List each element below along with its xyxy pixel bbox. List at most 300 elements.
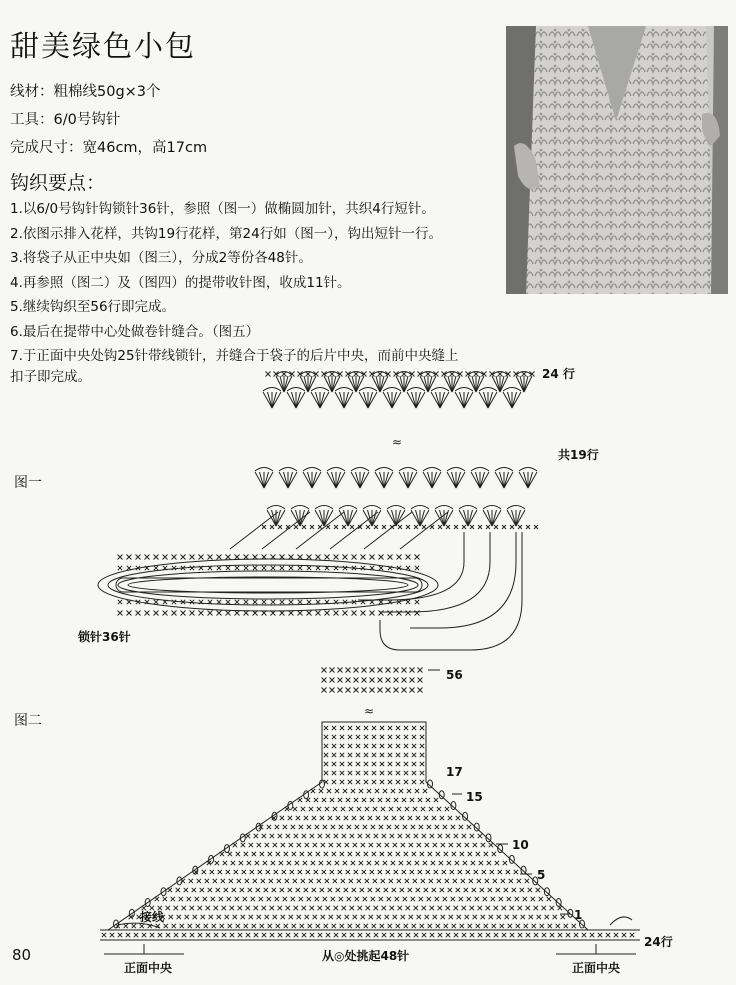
sc-stitch <box>163 555 168 560</box>
dc-stitch <box>528 472 533 488</box>
sc-stitch <box>510 525 514 529</box>
sc-stitch <box>378 798 382 802</box>
sc-stitch <box>534 933 538 937</box>
sc-stitch <box>342 525 346 529</box>
sc-stitch <box>366 525 370 529</box>
dc-stitch <box>332 376 340 392</box>
sc-stitch <box>379 555 384 560</box>
sc-stitch <box>413 807 417 811</box>
sc-stitch <box>434 798 438 802</box>
figure-1-chart <box>98 372 538 651</box>
sc-stitch <box>468 852 472 856</box>
dc-stitch <box>268 392 273 408</box>
fig2-front-center-right: 正面中央 <box>572 961 621 975</box>
sc-stitch <box>372 735 376 739</box>
sc-stitch <box>489 843 493 847</box>
dc-stitch <box>328 376 332 392</box>
sc-stitch <box>441 843 445 847</box>
dc-stitch <box>524 376 528 392</box>
sc-stitch <box>493 879 497 883</box>
key-points-heading: 钩织要点： <box>10 172 106 194</box>
sc-stitch <box>430 933 434 937</box>
sc-stitch <box>325 611 330 616</box>
sc-stitch <box>423 789 427 793</box>
sc-stitch <box>498 870 502 874</box>
sc-stitch <box>383 789 387 793</box>
sc-stitch <box>242 870 246 874</box>
sc-stitch <box>433 915 437 919</box>
sc-stitch <box>298 611 303 616</box>
sc-stitch <box>226 566 230 570</box>
sc-stitch <box>371 897 375 901</box>
sc-stitch <box>363 825 367 829</box>
sc-stitch <box>348 771 352 775</box>
sc-stitch <box>205 879 209 883</box>
sc-stitch <box>280 888 284 892</box>
dc-stitch <box>383 392 392 408</box>
sc-stitch <box>467 825 471 829</box>
sc-stitch <box>406 555 411 560</box>
sc-stitch <box>545 915 549 919</box>
sc-stitch <box>220 852 224 856</box>
sc-stitch <box>420 726 424 730</box>
sc-stitch <box>270 906 274 910</box>
sc-stitch <box>355 825 359 829</box>
dc-stitch <box>348 376 356 392</box>
sc-stitch <box>526 525 530 529</box>
sc-stitch <box>342 834 346 838</box>
materials-size: 完成尺寸：宽46cm，高17cm <box>10 140 208 156</box>
sc-stitch <box>368 888 372 892</box>
fig1-chain-label: 锁针36针 <box>78 630 131 644</box>
sc-stitch <box>396 726 400 730</box>
sc-stitch <box>174 933 178 937</box>
sc-stitch <box>200 888 204 892</box>
dc-stitch <box>392 392 401 408</box>
step-7-cont: 扣子即完成。 <box>10 368 91 385</box>
sc-stitch <box>506 870 510 874</box>
dc-stitch <box>368 392 373 408</box>
sc-stitch <box>316 555 321 560</box>
sc-stitch <box>324 744 328 748</box>
sc-stitch <box>195 897 199 901</box>
sc-stitch <box>198 906 202 910</box>
sc-stitch <box>322 688 327 693</box>
dc-stitch <box>372 510 377 526</box>
sc-stitch <box>249 915 253 919</box>
sc-stitch <box>217 555 222 560</box>
sc-stitch <box>346 688 351 693</box>
sc-stitch <box>220 924 224 928</box>
sc-stitch <box>414 906 418 910</box>
sc-stitch <box>372 924 376 928</box>
sc-stitch <box>458 870 462 874</box>
sc-stitch <box>235 611 240 616</box>
sc-stitch <box>388 611 393 616</box>
sc-stitch <box>297 843 301 847</box>
fan-top <box>407 388 425 392</box>
sc-stitch <box>407 861 411 865</box>
sc-stitch <box>404 771 408 775</box>
dc-stitch <box>440 392 449 408</box>
sc-stitch <box>174 906 178 910</box>
dc-stitch <box>360 472 369 488</box>
sc-stitch <box>423 861 427 865</box>
materials-yarn: 线材：粗棉线50g×3个 <box>10 84 161 100</box>
sc-stitch <box>318 933 322 937</box>
dc-stitch <box>492 510 497 526</box>
sc-stitch <box>476 924 480 928</box>
sc-stitch <box>321 915 325 919</box>
sc-stitch <box>154 600 158 604</box>
sc-stitch <box>512 888 516 892</box>
sc-stitch <box>118 611 123 616</box>
sc-stitch <box>420 762 424 766</box>
sc-stitch <box>234 870 238 874</box>
sc-stitch <box>400 888 404 892</box>
sc-stitch <box>317 807 321 811</box>
sc-stitch <box>316 852 320 856</box>
dc-stitch <box>260 472 265 488</box>
sc-stitch <box>154 611 159 616</box>
sc-stitch <box>372 762 376 766</box>
dc-stitch <box>287 392 296 408</box>
sc-stitch <box>484 852 488 856</box>
sc-stitch <box>428 852 432 856</box>
sc-stitch <box>364 726 368 730</box>
sc-stitch <box>456 888 460 892</box>
sc-stitch <box>574 933 578 937</box>
sc-stitch <box>550 933 554 937</box>
sc-stitch <box>542 933 546 937</box>
sc-stitch <box>211 897 215 901</box>
sc-stitch <box>334 525 338 529</box>
sc-stitch <box>378 870 382 874</box>
sc-stitch <box>319 861 323 865</box>
sc-stitch <box>280 600 284 604</box>
sc-stitch <box>422 933 426 937</box>
sc-stitch <box>465 843 469 847</box>
sc-stitch <box>398 834 402 838</box>
sc-stitch <box>418 668 423 673</box>
sc-stitch <box>398 933 402 937</box>
sc-stitch <box>534 525 538 529</box>
dc-stitch <box>519 472 528 488</box>
sc-stitch <box>388 726 392 730</box>
sc-stitch <box>356 726 360 730</box>
sc-stitch <box>500 924 504 928</box>
sc-stitch <box>250 870 254 874</box>
sc-stitch <box>386 870 390 874</box>
sc-stitch <box>450 870 454 874</box>
sc-stitch <box>525 879 529 883</box>
sc-stitch <box>282 372 287 377</box>
sc-stitch <box>376 888 380 892</box>
sc-stitch <box>438 834 442 838</box>
sc-stitch <box>284 924 288 928</box>
sc-stitch <box>348 852 352 856</box>
sc-stitch <box>540 924 544 928</box>
sc-stitch <box>279 861 283 865</box>
sc-stitch <box>216 888 220 892</box>
sc-stitch <box>380 744 384 748</box>
dc-stitch <box>488 510 493 526</box>
dc-stitch <box>404 376 412 392</box>
sc-stitch <box>299 825 303 829</box>
sc-stitch <box>300 852 304 856</box>
sc-stitch <box>463 861 467 865</box>
sc-stitch <box>212 924 216 928</box>
sc-stitch <box>446 906 450 910</box>
sc-stitch <box>132 924 136 928</box>
sc-stitch <box>434 870 438 874</box>
sc-stitch <box>197 879 201 883</box>
sc-stitch <box>364 780 368 784</box>
sc-stitch <box>155 897 159 901</box>
sc-stitch <box>372 852 376 856</box>
sc-stitch <box>410 688 415 693</box>
sc-stitch <box>426 798 430 802</box>
sc-stitch <box>374 525 378 529</box>
sc-stitch <box>300 924 304 928</box>
sc-stitch <box>402 678 407 683</box>
sc-stitch <box>499 897 503 901</box>
sc-stitch <box>266 870 270 874</box>
sc-stitch <box>566 933 570 937</box>
sc-stitch <box>388 780 392 784</box>
sc-stitch <box>337 915 341 919</box>
step-1: 1.以6/0号钩针钩锁针36针，参照（图一）做椭圆加针，共织4行短针。 <box>10 201 435 217</box>
sc-stitch <box>402 798 406 802</box>
dc-stitch <box>464 392 469 408</box>
sc-stitch <box>379 897 383 901</box>
sc-stitch <box>382 525 386 529</box>
sc-stitch <box>337 843 341 847</box>
fan-top <box>479 388 497 392</box>
page-title: 甜美绿色小包 <box>10 29 197 63</box>
sc-stitch <box>327 861 331 865</box>
sc-stitch <box>284 852 288 856</box>
sc-stitch <box>435 897 439 901</box>
sc-stitch <box>269 879 273 883</box>
sc-stitch <box>410 870 414 874</box>
sc-stitch <box>466 870 470 874</box>
sc-stitch <box>556 924 560 928</box>
sc-stitch <box>374 834 378 838</box>
dc-stitch <box>416 510 421 526</box>
sc-stitch <box>254 933 258 937</box>
bottom-row <box>100 930 640 940</box>
sc-stitch <box>518 933 522 937</box>
sc-stitch <box>228 924 232 928</box>
sc-stitch <box>404 852 408 856</box>
sc-stitch <box>398 906 402 910</box>
sc-stitch <box>474 372 479 377</box>
fig2-front-center-left: 正面中央 <box>124 961 173 975</box>
sc-stitch <box>226 600 230 604</box>
sc-stitch <box>346 668 351 673</box>
sc-stitch <box>518 525 522 529</box>
sc-stitch <box>413 879 417 883</box>
sc-stitch <box>403 825 407 829</box>
sc-stitch <box>471 861 475 865</box>
sc-stitch <box>352 611 357 616</box>
sc-stitch <box>350 525 354 529</box>
sc-stitch <box>336 888 340 892</box>
sc-stitch <box>301 807 305 811</box>
sc-stitch <box>406 933 410 937</box>
sc-stitch <box>345 843 349 847</box>
fan-top <box>351 468 369 472</box>
sc-stitch <box>382 933 386 937</box>
sc-stitch <box>420 753 424 757</box>
sc-stitch <box>248 888 252 892</box>
fig2-row15-label: 15 <box>466 790 483 804</box>
sc-stitch <box>318 525 322 529</box>
sc-stitch <box>495 861 499 865</box>
sc-stitch <box>340 744 344 748</box>
sc-stitch <box>483 897 487 901</box>
sc-stitch <box>444 852 448 856</box>
sc-stitch <box>298 566 302 570</box>
dc-stitch <box>308 472 313 488</box>
dc-stitch <box>452 376 456 392</box>
sc-stitch <box>513 915 517 919</box>
sc-stitch <box>307 825 311 829</box>
sc-stitch <box>356 852 360 856</box>
sc-stitch <box>206 906 210 910</box>
sc-stitch <box>255 861 259 865</box>
dc-stitch <box>484 392 489 408</box>
sc-stitch <box>254 834 258 838</box>
sc-stitch <box>346 678 351 683</box>
sc-stitch <box>509 879 513 883</box>
sc-stitch <box>263 861 267 865</box>
dc-stitch <box>300 510 309 526</box>
sc-stitch <box>275 825 279 829</box>
sc-stitch <box>341 879 345 883</box>
dc-stitch <box>424 376 428 392</box>
sc-stitch <box>268 924 272 928</box>
sc-stitch <box>362 678 367 683</box>
dc-stitch <box>423 472 432 488</box>
sc-stitch <box>221 879 225 883</box>
sc-stitch <box>415 789 419 793</box>
sc-stitch <box>364 924 368 928</box>
sc-stitch <box>295 861 299 865</box>
sc-stitch <box>370 688 375 693</box>
sc-stitch <box>467 897 471 901</box>
sc-stitch <box>537 915 541 919</box>
sc-stitch <box>351 861 355 865</box>
sc-stitch <box>136 555 141 560</box>
sc-stitch <box>420 924 424 928</box>
sc-stitch <box>452 924 456 928</box>
sc-stitch <box>356 780 360 784</box>
sc-stitch <box>343 611 348 616</box>
dc-stitch <box>500 376 508 392</box>
sc-stitch <box>285 879 289 883</box>
sc-stitch <box>454 906 458 910</box>
sc-stitch <box>449 915 453 919</box>
sc-stitch <box>329 843 333 847</box>
sc-stitch <box>246 933 250 937</box>
dc-stitch <box>336 472 345 488</box>
sc-stitch <box>326 834 330 838</box>
sc-stitch <box>412 744 416 748</box>
sc-stitch <box>253 879 257 883</box>
sc-stitch <box>429 807 433 811</box>
sc-stitch <box>181 555 186 560</box>
sc-stitch <box>282 870 286 874</box>
dc-stitch <box>372 376 380 392</box>
sc-stitch <box>354 678 359 683</box>
sc-stitch <box>606 933 610 937</box>
fig2-join-label: 接线 <box>140 910 165 924</box>
sc-stitch <box>302 906 306 910</box>
sc-stitch <box>226 870 230 874</box>
dc-stitch <box>444 510 453 526</box>
sc-stitch <box>222 906 226 910</box>
sc-stitch <box>396 780 400 784</box>
sc-stitch <box>237 879 241 883</box>
sc-stitch <box>299 897 303 901</box>
sc-stitch <box>118 555 123 560</box>
sc-stitch <box>590 933 594 937</box>
sc-stitch <box>364 771 368 775</box>
dc-stitch <box>480 472 489 488</box>
sc-stitch <box>340 726 344 730</box>
sc-stitch <box>359 861 363 865</box>
sc-stitch <box>469 879 473 883</box>
sc-stitch <box>354 668 359 673</box>
sc-stitch <box>386 668 391 673</box>
sc-stitch <box>325 879 329 883</box>
sc-stitch <box>503 861 507 865</box>
dc-stitch <box>303 472 312 488</box>
fan-top <box>287 388 305 392</box>
sc-stitch <box>307 897 311 901</box>
dc-stitch <box>460 392 465 408</box>
sc-stitch <box>235 555 240 560</box>
sc-stitch <box>404 744 408 748</box>
sc-stitch <box>290 870 294 874</box>
sc-stitch <box>415 600 419 604</box>
dc-stitch <box>288 472 297 488</box>
sc-stitch <box>400 816 404 820</box>
fig1-row24-label: 24 行 <box>542 367 575 381</box>
step-4: 4.再参照（图二）及（图四）的提带收针图，收成11针。 <box>10 274 351 291</box>
dc-stitch <box>496 376 500 392</box>
sc-stitch <box>225 915 229 919</box>
sc-stitch <box>404 753 408 757</box>
sc-stitch <box>252 924 256 928</box>
fan-top <box>255 468 273 472</box>
sc-stitch <box>553 915 557 919</box>
break-mark: ≈ <box>364 704 375 718</box>
sc-stitch <box>430 906 434 910</box>
sc-stitch <box>379 611 384 616</box>
sc-stitch <box>289 843 293 847</box>
sc-stitch <box>379 825 383 829</box>
sc-stitch <box>481 915 485 919</box>
sc-stitch <box>310 906 314 910</box>
sc-stitch <box>547 897 551 901</box>
sc-stitch <box>185 915 189 919</box>
dc-stitch <box>468 510 473 526</box>
sc-stitch <box>388 555 393 560</box>
sc-stitch <box>411 825 415 829</box>
